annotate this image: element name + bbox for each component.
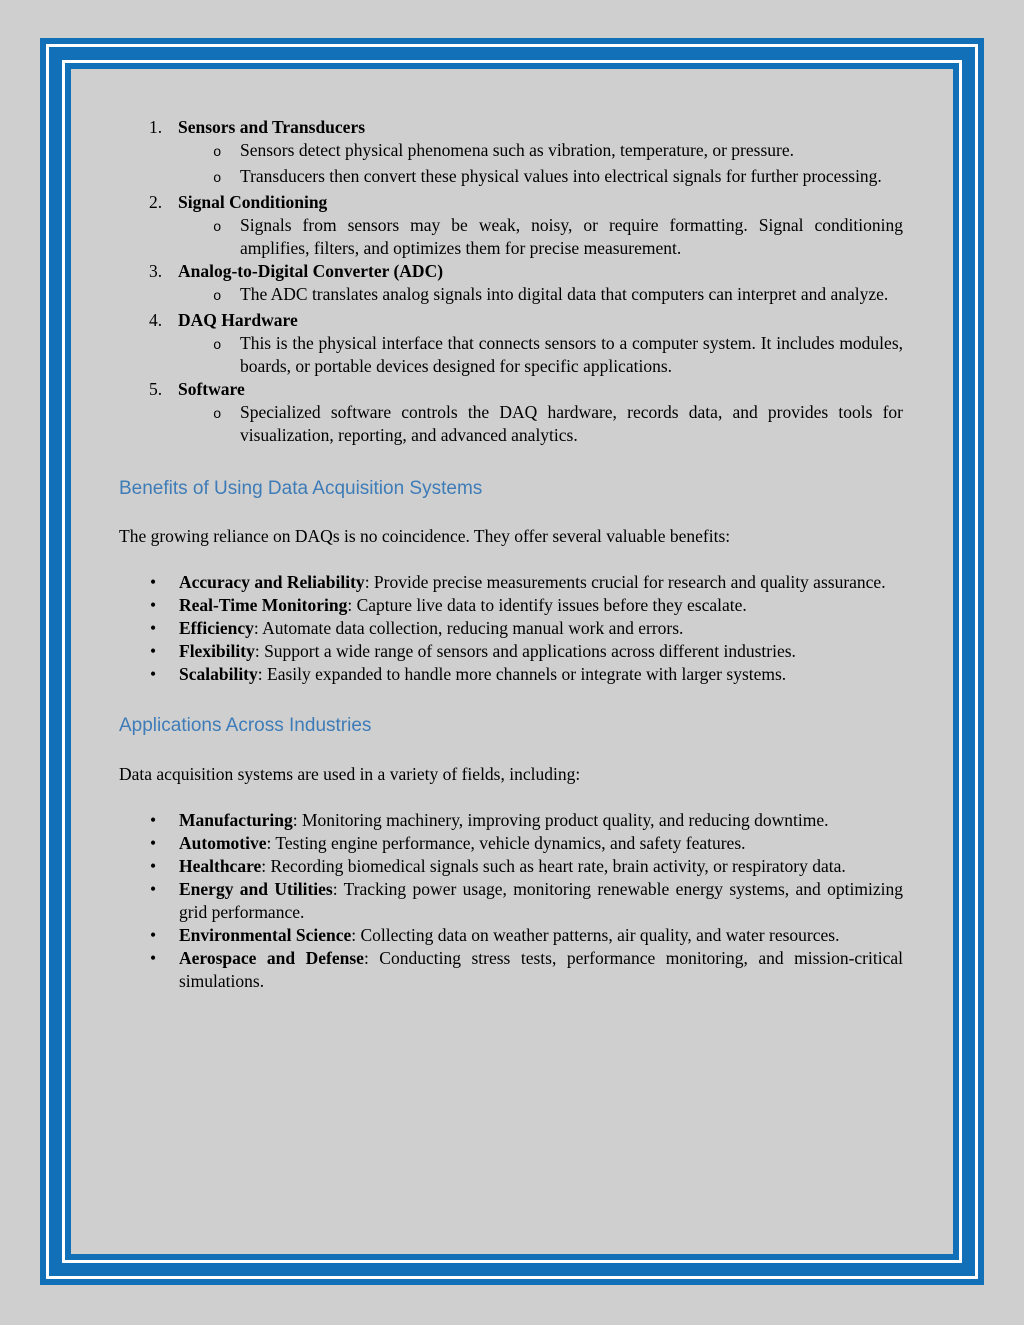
disc-bullet-marker: • xyxy=(150,664,157,684)
bullet-item xyxy=(119,924,903,947)
section-heading-benefits: Benefits of Using Data Acquisition Systems xyxy=(119,478,483,499)
numbered-list xyxy=(119,116,903,447)
bullet-item xyxy=(119,832,903,855)
bullet-text xyxy=(179,663,903,686)
sub-bullet-item xyxy=(119,165,903,191)
bullet-description: : Recording biomedical signals such as heart rate, brain activity, or respiratory data. xyxy=(261,856,846,876)
bullet-term: Energy and Utilities xyxy=(179,879,333,899)
bullet-description: : Support a wide range of sensors and applications across different industries. xyxy=(254,641,796,661)
bullet-description: : Automate data collection, reducing manual work and errors. xyxy=(253,618,684,638)
numbered-list-item xyxy=(119,191,903,260)
numbered-list-item xyxy=(119,260,903,309)
circle-bullet-marker: o xyxy=(213,171,222,187)
bullet-description: : Tracking power usage, monitoring renewable energy systems, and optimizing grid performance. xyxy=(179,879,903,922)
numbered-list-item xyxy=(119,309,903,378)
disc-bullet-marker: • xyxy=(150,833,157,853)
benefits-bullet-list xyxy=(119,571,903,686)
applications-intro: Data acquisition systems are used in a variety of fields, including: xyxy=(119,764,581,784)
bullet-term: Efficiency xyxy=(179,618,254,638)
page-border-frame xyxy=(40,38,984,1285)
bullet-item xyxy=(119,855,903,878)
sub-bullet-text: The ADC translates analog signals into digital data that computers can interpret and analyze. xyxy=(240,284,889,304)
circle-bullet-marker: o xyxy=(213,145,222,161)
sub-bullet-item xyxy=(119,332,903,378)
bullet-term: Manufacturing xyxy=(179,810,293,830)
bullet-item xyxy=(119,617,903,640)
bullet-description: : Collecting data on weather patterns, air quality, and water resources. xyxy=(351,925,840,945)
list-number: 3. xyxy=(149,261,163,281)
numbered-list-item xyxy=(119,378,903,447)
list-number-line xyxy=(119,191,903,214)
bullet-text xyxy=(179,878,903,924)
bullet-term: Flexibility xyxy=(179,641,255,661)
border-outer-line xyxy=(40,38,984,1285)
bullet-item xyxy=(119,571,903,594)
sub-bullet-item xyxy=(119,283,903,309)
bullet-term: Aerospace and Defense xyxy=(179,948,364,968)
bullet-text xyxy=(179,855,903,878)
list-number-line xyxy=(119,378,903,401)
border-white-gap-1 xyxy=(46,44,978,1279)
sub-bullet-item xyxy=(119,401,903,447)
list-item-title: Sensors and Transducers xyxy=(178,117,366,137)
list-item-title: Software xyxy=(178,379,245,399)
bullet-term: Automotive xyxy=(179,833,267,853)
circle-bullet-marker: o xyxy=(213,220,222,236)
list-number: 5. xyxy=(149,379,163,399)
bullet-term: Scalability xyxy=(179,664,258,684)
bullet-text xyxy=(179,832,903,855)
sub-bullet-item xyxy=(119,139,903,165)
bullet-text xyxy=(179,617,903,640)
bullet-term: Healthcare xyxy=(179,856,262,876)
bullet-item xyxy=(119,947,903,993)
sub-bullet-text: This is the physical interface that connects sensors to a computer system. It includes modules, boards, or portable devices designed for specific applications. xyxy=(240,333,903,376)
disc-bullet-marker: • xyxy=(150,879,157,899)
bullet-item xyxy=(119,663,903,686)
list-item-title: Analog-to-Digital Converter (ADC) xyxy=(178,261,444,281)
circle-bullet-marker: o xyxy=(213,289,222,305)
border-inner-line xyxy=(65,63,959,1260)
disc-bullet-marker: • xyxy=(150,618,157,638)
bullet-term: Real-Time Monitoring xyxy=(179,595,348,615)
disc-bullet-marker: • xyxy=(150,641,157,661)
list-number: 4. xyxy=(149,310,163,330)
disc-bullet-marker: • xyxy=(150,948,157,968)
list-number-line xyxy=(119,260,903,283)
numbered-list-item xyxy=(119,116,903,191)
disc-bullet-marker: • xyxy=(150,856,157,876)
list-number: 2. xyxy=(149,192,163,212)
sub-bullet-text: Transducers then convert these physical values into electrical signals for further processing. xyxy=(240,166,882,186)
border-thick-line xyxy=(49,47,975,1276)
document-content xyxy=(71,69,953,993)
bullet-term: Environmental Science xyxy=(179,925,352,945)
sub-bullet-text: Signals from sensors may be weak, noisy, or require formatting. Signal conditioning amplifies, filters, and optimizes them for precise measurement. xyxy=(240,215,903,258)
bullet-item xyxy=(119,594,903,617)
bullet-description: : Provide precise measurements crucial for research and quality assurance. xyxy=(364,572,886,592)
bullet-text xyxy=(179,594,903,617)
bullet-text xyxy=(179,809,903,832)
list-number-line xyxy=(119,116,903,139)
disc-bullet-marker: • xyxy=(150,572,157,592)
applications-bullet-list xyxy=(119,809,903,993)
bullet-item xyxy=(119,640,903,663)
bullet-description: : Conducting stress tests, performance monitoring, and mission-critical simulations. xyxy=(179,948,903,991)
sub-bullet-text: Specialized software controls the DAQ hardware, records data, and provides tools for visualization, reporting, and advanced analytics. xyxy=(240,402,903,445)
benefits-intro: The growing reliance on DAQs is no coincidence. They offer several valuable benefits: xyxy=(119,526,731,546)
circle-bullet-marker: o xyxy=(213,338,222,354)
bullet-description: : Monitoring machinery, improving product quality, and reducing downtime. xyxy=(292,810,829,830)
bullet-description: : Easily expanded to handle more channels or integrate with larger systems. xyxy=(257,664,787,684)
bullet-item xyxy=(119,878,903,924)
bullet-item xyxy=(119,809,903,832)
bullet-description: : Testing engine performance, vehicle dynamics, and safety features. xyxy=(266,833,746,853)
disc-bullet-marker: • xyxy=(150,810,157,830)
section-heading-applications: Applications Across Industries xyxy=(119,715,372,736)
sub-bullet-text: Sensors detect physical phenomena such as vibration, temperature, or pressure. xyxy=(240,140,794,160)
list-item-title: DAQ Hardware xyxy=(178,310,298,330)
sub-bullet-item xyxy=(119,214,903,260)
disc-bullet-marker: • xyxy=(150,925,157,945)
bullet-text xyxy=(179,640,903,663)
bullet-description: : Capture live data to identify issues before they escalate. xyxy=(347,595,747,615)
bullet-term: Accuracy and Reliability xyxy=(179,572,365,592)
disc-bullet-marker: • xyxy=(150,595,157,615)
list-item-title: Signal Conditioning xyxy=(178,192,328,212)
bullet-text xyxy=(179,924,903,947)
list-number: 1. xyxy=(149,117,163,137)
bullet-text xyxy=(179,947,903,993)
bullet-text xyxy=(179,571,903,594)
circle-bullet-marker: o xyxy=(213,407,222,423)
list-number-line xyxy=(119,309,903,332)
border-white-gap-2 xyxy=(62,60,962,1263)
